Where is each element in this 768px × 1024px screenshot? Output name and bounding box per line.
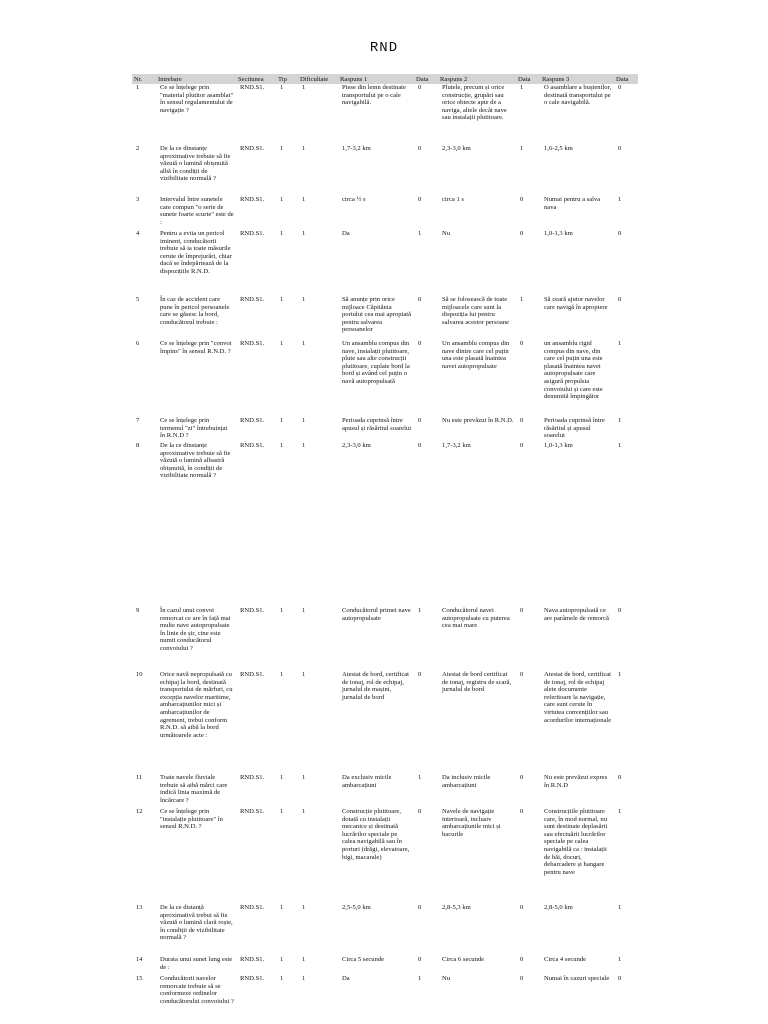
- table-row: [132, 442, 638, 607]
- cell-data-3: 1: [618, 808, 622, 815]
- cell-answer-1: Un ansamblu compus din nave, instalații plutitoare, plute sau alte construcții plutitoare, cuplate bord la bord și având cel puțin o navă autopropulsată: [342, 340, 410, 385]
- cell-answer-3: Să ceară ajutor navelor care navigă în apropiere: [544, 296, 608, 311]
- cell-answer-2: Atestat de bord certificat de tonaj, registru de scară, jurnalul de bord: [442, 671, 512, 694]
- cell-question: De la ce dinstanțe aproximative trebuie să fie văzută o lumină albastră obișnuită, în condiții de vizibilitate normală ?: [160, 442, 231, 480]
- cell-data-1: 0: [418, 442, 422, 449]
- cell-difficulty: 1: [302, 671, 306, 678]
- cell-data-1: 0: [418, 904, 422, 911]
- cell-difficulty: 1: [302, 417, 306, 424]
- table-row: [132, 671, 638, 774]
- cell-data-3: 0: [618, 296, 622, 303]
- cell-difficulty: 1: [302, 196, 306, 203]
- cell-section: RND.S1.: [240, 442, 265, 449]
- cell-answer-2: 1,7-3,2 km: [442, 442, 471, 449]
- cell-data-2: 0: [520, 671, 524, 678]
- header-cell-question: Intrebare: [156, 74, 236, 84]
- header-cell-difficulty: Dificultate: [298, 74, 338, 84]
- cell-type: 1: [280, 340, 284, 347]
- cell-answer-2: Da inclusiv micile ambarcațiuni: [442, 774, 491, 789]
- cell-section: RND.S1.: [240, 296, 265, 303]
- cell-data-1: 1: [418, 607, 422, 614]
- cell-question: Durata unui sunet lung este de :: [160, 956, 233, 971]
- cell-answer-1: circa ½ s: [342, 196, 366, 203]
- cell-difficulty: 1: [302, 774, 306, 781]
- cell-answer-2: Nu: [442, 975, 451, 982]
- cell-question: Pentru a evita un pericol iminent, conducătorii trebuie să ia toate măsurile cerute de împrejurări, chiar dacă se îndepărtează de la dispozițiile R.N.D.: [160, 230, 232, 275]
- cell-nr: 11: [136, 774, 143, 781]
- cell-nr: 1: [136, 84, 140, 91]
- cell-data-1: 0: [418, 84, 422, 91]
- header-cell-data-1: Data: [414, 74, 438, 84]
- cell-difficulty: 1: [302, 956, 306, 963]
- cell-answer-3: Construcțiile plutitoare care, în mod normal, nu sunt destinate deplasării sau efectuării lucrărilor speciale pe calea navigabilă ca : instalații de băi, docuri, debarcadere și hangare pentru nave: [544, 808, 608, 876]
- cell-data-2: 1: [520, 84, 524, 91]
- cell-data-2: 1: [520, 296, 524, 303]
- cell-answer-3: Numai pentru a salva nava: [544, 196, 601, 211]
- cell-type: 1: [280, 145, 284, 152]
- cell-question: Ce se înțelege prin "instalație plutitoare" în sensul R.N.D. ?: [160, 808, 223, 831]
- cell-data-3: 1: [618, 956, 622, 963]
- cell-data-3: 1: [618, 340, 622, 347]
- cell-data-1: 1: [418, 975, 422, 982]
- cell-answer-3: Nu este prevăzut expres în R.N.D: [544, 774, 608, 789]
- cell-section: RND.S1.: [240, 340, 265, 347]
- cell-data-1: 1: [418, 774, 422, 781]
- cell-data-1: 0: [418, 808, 422, 815]
- cell-type: 1: [280, 808, 284, 815]
- cell-nr: 8: [136, 442, 140, 449]
- cell-nr: 2: [136, 145, 140, 152]
- cell-type: 1: [280, 774, 284, 781]
- cell-answer-2: 2,3-3,0 km: [442, 145, 471, 152]
- cell-nr: 14: [136, 956, 143, 963]
- cell-answer-3: 1,0-1,3 km: [544, 230, 573, 237]
- cell-data-1: 0: [418, 340, 422, 347]
- cell-difficulty: 1: [302, 808, 306, 815]
- cell-question: De la ce distanță aproximativă trebui să fie văzută o lumină clară roșie, în condiții de vizibilitate normală ?: [160, 904, 233, 942]
- cell-answer-2: 2,8-5,3 km: [442, 904, 471, 911]
- header-cell-data-3: Data: [614, 74, 638, 84]
- table-row: [132, 417, 638, 442]
- cell-data-3: 1: [618, 196, 622, 203]
- cell-nr: 10: [136, 671, 143, 678]
- cell-answer-3: 2,8-5,0 km: [544, 904, 573, 911]
- table-body: [132, 84, 638, 1015]
- cell-data-3: 0: [618, 84, 622, 91]
- cell-answer-1: Atestat de bord, certificat de tonaj, rol de echipaj, jurnalul de mașini, jurnalul de bord: [342, 671, 410, 701]
- cell-question: Ce se înțelege prin "material plutitor asamblat" în sensul regulamentului de navigație ?: [160, 84, 234, 114]
- cell-difficulty: 1: [302, 340, 306, 347]
- cell-nr: 9: [136, 607, 140, 614]
- cell-type: 1: [280, 956, 284, 963]
- cell-answer-3: O asamblare a buștenilor, destinată transportului pe o cale navigabilă.: [544, 84, 612, 107]
- cell-answer-1: Perioada cuprinsă între apusul și răsăritul soarelui: [342, 417, 412, 432]
- cell-data-2: 0: [520, 808, 524, 815]
- cell-nr: 13: [136, 904, 143, 911]
- cell-data-2: 0: [520, 417, 524, 424]
- cell-type: 1: [280, 230, 284, 237]
- cell-answer-1: Da: [342, 230, 350, 237]
- cell-question: De la ce dinstanțe aproximative trebuie să fie văzută o lumină obișnuită albă în condiții de vizibilitate normală ?: [160, 145, 231, 183]
- cell-section: RND.S1.: [240, 84, 265, 91]
- table-header: [132, 74, 638, 84]
- cell-answer-2: Circa 6 secunde: [442, 956, 485, 963]
- cell-answer-3: Circa 4 secunde: [544, 956, 587, 963]
- cell-answer-3: 1,0-1,3 km: [544, 442, 573, 449]
- cell-answer-1: Să anunțe prin orice mijloace Căpitănia portului cea mai apropiată pentru salvarea persoanelor: [342, 296, 412, 334]
- cell-type: 1: [280, 442, 284, 449]
- cell-answer-2: circa 1 s: [442, 196, 464, 203]
- cell-answer-2: Nu este prevăzut în R.N.D.: [442, 417, 514, 424]
- cell-difficulty: 1: [302, 607, 306, 614]
- cell-type: 1: [280, 904, 284, 911]
- table-row: [132, 956, 638, 975]
- cell-section: RND.S1.: [240, 904, 265, 911]
- cell-data-1: 1: [418, 230, 422, 237]
- cell-section: RND.S1.: [240, 975, 265, 982]
- cell-data-3: 1: [618, 417, 622, 424]
- cell-section: RND.S1.: [240, 808, 265, 815]
- cell-difficulty: 1: [302, 904, 306, 911]
- header-cell-section: Sectiunea: [236, 74, 276, 84]
- cell-data-1: 0: [418, 296, 422, 303]
- cell-difficulty: 1: [302, 230, 306, 237]
- cell-data-3: 0: [618, 145, 622, 152]
- cell-question: Orice navă nepropulsată cu echipaj la bord, destinată transportului de mărfuri, cu excepția navelor maritime, ambarcațiunilor mici și ambarcațiunilor de agrement, trebui conform R.N.D. să aibă la bord următoarele acte :: [160, 671, 233, 739]
- cell-question: Ce se înțelege prin "convoi împins" în sensul R.N.D. ?: [160, 340, 232, 355]
- header-cell-type: Tip: [276, 74, 298, 84]
- cell-data-1: 0: [418, 145, 422, 152]
- cell-question: Ce se înțelege prin termenul "zi" întrebuințat în R.N.D ?: [160, 417, 228, 440]
- cell-question: În cazul unui convoi remorcat ce are în față mai multe nave autopropulsate în linie de șir, cine este numit conducătorul convoiului ?: [160, 607, 231, 652]
- header-cell-nr: Nr.: [132, 74, 156, 84]
- cell-answer-3: Perioada cuprinsă între răsăritul și apusul soarelui: [544, 417, 605, 440]
- table-row: [132, 607, 638, 671]
- table-row: [132, 808, 638, 904]
- cell-data-2: 0: [520, 442, 524, 449]
- cell-nr: 15: [136, 975, 143, 982]
- cell-type: 1: [280, 607, 284, 614]
- table-row: [132, 196, 638, 230]
- cell-section: RND.S1.: [240, 671, 265, 678]
- cell-answer-1: Da exclusiv micile ambarcațiuni: [342, 774, 392, 789]
- cell-answer-2: Conducătorul navei autopropulsate cu puterea cea mai mare: [442, 607, 510, 630]
- table-row: [132, 340, 638, 417]
- cell-question: Intervalul între sunetele care compun "o serie de sunete foarte scurte" este de :: [160, 196, 234, 226]
- header-cell-data-2: Data: [516, 74, 540, 84]
- cell-answer-1: 2,5-5,0 km: [342, 904, 371, 911]
- cell-answer-2: Plutele, precum și orice construcție, grupări sau orice obiecte apte de a naviga, altele decât nave sau instalații plutitoare.: [442, 84, 507, 122]
- table-row: [132, 145, 638, 196]
- cell-data-3: 1: [618, 671, 622, 678]
- page-title: RND: [369, 40, 399, 56]
- cell-nr: 5: [136, 296, 140, 303]
- cell-answer-1: Construcție plutitoare, dotată cu instalații mecanice și destinată lucrărilor speciale pe calea navigabilă sau în porturi (drăgi, elevatoare, bigi, macarale): [342, 808, 410, 861]
- cell-answer-2: Nu: [442, 230, 451, 237]
- cell-answer-2: Să se folosească de toate mijloacele care sunt la dispoziția lui pentru salvarea acestor persoane: [442, 296, 509, 326]
- cell-answer-2: Navele de navigație interioară, inclusiv ambarcațiunile mici și bacurile: [442, 808, 501, 838]
- cell-data-1: 0: [418, 956, 422, 963]
- cell-question: În caz de accident care pune în pericol persoanele care se găsesc la bord, conducătorul trebuie :: [160, 296, 230, 326]
- cell-nr: 6: [136, 340, 140, 347]
- cell-section: RND.S1.: [240, 145, 265, 152]
- cell-section: RND.S1.: [240, 774, 265, 781]
- cell-data-2: 0: [520, 340, 524, 347]
- header-cell-answer-1: Raspuns 1: [338, 74, 414, 84]
- cell-difficulty: 1: [302, 145, 306, 152]
- table-row: [132, 84, 638, 145]
- cell-section: RND.S1.: [240, 230, 265, 237]
- cell-answer-3: 1,6-2,5 km: [544, 145, 573, 152]
- cell-difficulty: 1: [302, 84, 306, 91]
- cell-data-2: 1: [520, 145, 524, 152]
- cell-answer-1: Piese din lemn destinate transportului pe o cale navigabilă.: [342, 84, 406, 107]
- cell-section: RND.S1.: [240, 417, 265, 424]
- cell-data-2: 0: [520, 196, 524, 203]
- cell-type: 1: [280, 296, 284, 303]
- table-row: [132, 230, 638, 296]
- cell-type: 1: [280, 84, 284, 91]
- cell-question: Conducătorii navelor remorcate trebuie să se conformeze ordinelor conducătorului convoiului ?: [160, 975, 234, 1005]
- cell-answer-1: 1,7-3,2 km: [342, 145, 371, 152]
- table-row: [132, 904, 638, 956]
- cell-data-2: 0: [520, 956, 524, 963]
- cell-answer-3: Numai în cazuri speciale: [544, 975, 610, 982]
- cell-answer-3: Nava autopropulsată ce are parâmele de remorcă: [544, 607, 609, 622]
- cell-answer-3: un ansamblu rigid compus din nave, din care cel puțin una este plasată înaintea navei autopropulsate care asigură propulsia convoiului și care este denumită împingător: [544, 340, 603, 401]
- cell-data-1: 0: [418, 196, 422, 203]
- questions-table: [132, 74, 638, 1015]
- cell-answer-2: Un ansamblu compus din nave dintre care cel puțin una este plasată înaintea navei autopropulsate: [442, 340, 510, 370]
- cell-data-2: 0: [520, 607, 524, 614]
- cell-data-3: 0: [618, 774, 622, 781]
- cell-type: 1: [280, 671, 284, 678]
- cell-difficulty: 1: [302, 975, 306, 982]
- cell-section: RND.S1.: [240, 196, 265, 203]
- cell-answer-3: Atestat de bord, certificat de tonaj, rol de echipaj alete documente referitoare la navigație, care sunt cerute în virtutea convențiilor sau acordurilor internaționale: [544, 671, 612, 724]
- cell-question: Toate navele fluviale trebuie să aibă mărci care indică linia maximă de încărcare ?: [160, 774, 228, 804]
- cell-data-3: 1: [618, 442, 622, 449]
- cell-difficulty: 1: [302, 442, 306, 449]
- cell-nr: 12: [136, 808, 143, 815]
- header-cell-answer-2: Raspuns 2: [438, 74, 516, 84]
- cell-section: RND.S1.: [240, 607, 265, 614]
- cell-answer-1: Conducătorul primei nave autopropulsate: [342, 607, 411, 622]
- cell-answer-1: Circa 5 secunde: [342, 956, 385, 963]
- header-cell-answer-3: Raspuns 3: [540, 74, 614, 84]
- cell-answer-1: 2,3-3,0 km: [342, 442, 371, 449]
- cell-data-2: 0: [520, 230, 524, 237]
- cell-data-2: 0: [520, 904, 524, 911]
- cell-data-3: 1: [618, 904, 622, 911]
- table-row: [132, 296, 638, 340]
- cell-data-3: 0: [618, 607, 622, 614]
- cell-data-1: 0: [418, 671, 422, 678]
- cell-data-2: 0: [520, 774, 524, 781]
- table-row: [132, 975, 638, 1015]
- table-row: [132, 774, 638, 808]
- cell-answer-1: Da: [342, 975, 350, 982]
- cell-nr: 3: [136, 196, 140, 203]
- cell-data-3: 0: [618, 975, 622, 982]
- cell-type: 1: [280, 975, 284, 982]
- cell-nr: 7: [136, 417, 140, 424]
- cell-difficulty: 1: [302, 296, 306, 303]
- cell-data-1: 0: [418, 417, 422, 424]
- cell-type: 1: [280, 196, 284, 203]
- cell-section: RND.S1.: [240, 956, 265, 963]
- cell-nr: 4: [136, 230, 140, 237]
- cell-data-3: 0: [618, 230, 622, 237]
- cell-data-2: 0: [520, 975, 524, 982]
- cell-type: 1: [280, 417, 284, 424]
